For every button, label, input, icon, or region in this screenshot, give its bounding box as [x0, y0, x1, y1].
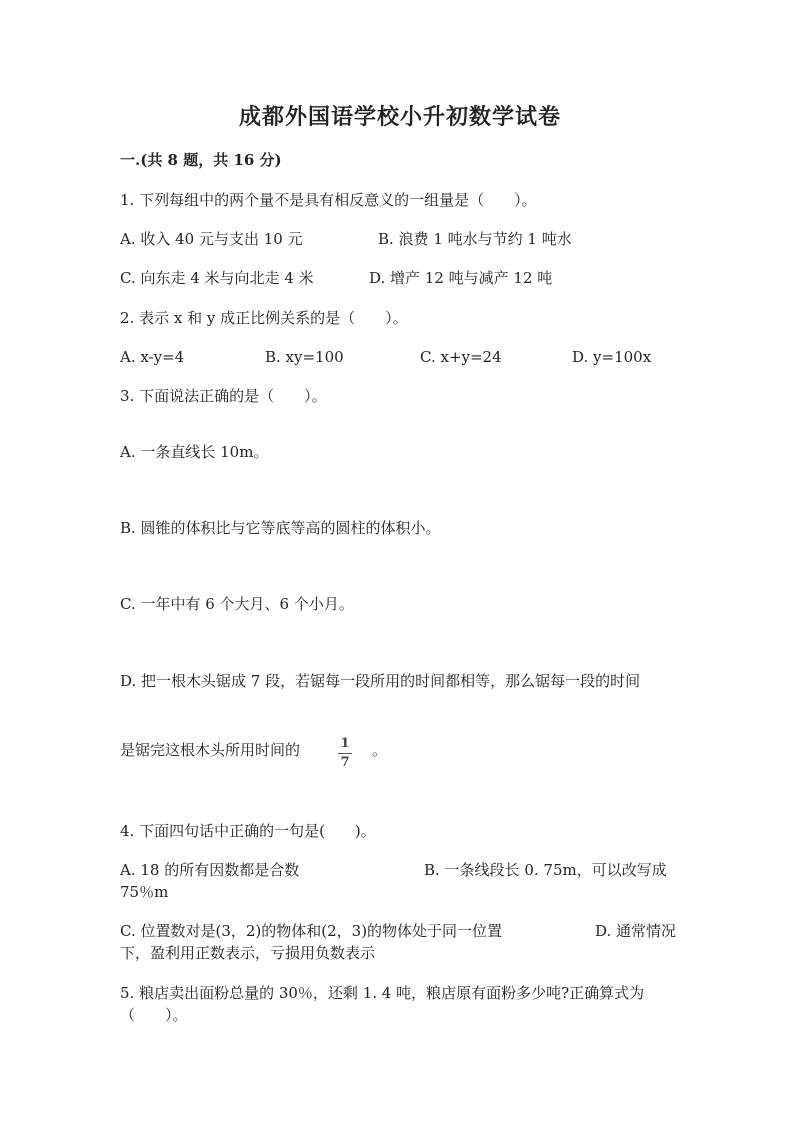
fraction-one-seventh	[336, 736, 354, 771]
question-4-option-b-line2: 75％m	[120, 883, 169, 901]
question-1-option-b: B. 浪费 1 吨水与节约 1 吨水	[378, 230, 572, 248]
question-2-option-a: A. x-y=4	[120, 348, 185, 366]
section-heading: 一.(共 8 题，共 16 分)	[120, 151, 282, 169]
fraction-numerator: 1	[340, 736, 350, 751]
question-1-option-c: C. 向东走 4 米与向北走 4 米	[120, 269, 314, 287]
question-2-option-c: C. x+y=24	[420, 348, 502, 366]
question-5-stem-line1: 5. 粮店卖出面粉总量的 30％，还剩 1. 4 吨，粮店原有面粉多少吨?正确算式为	[120, 984, 645, 1002]
question-3-option-c: C. 一年中有 6 个大月、6 个小月。	[120, 595, 354, 613]
question-3-option-d-line1: D. 把一根木头锯成 7 段，若锯每一段所用的时间都相等，那么锯每一段的时间	[120, 672, 641, 690]
question-4-option-a: A. 18 的所有因数都是合数	[120, 861, 300, 879]
question-1-option-d: D. 增产 12 吨与减产 12 吨	[369, 269, 553, 287]
question-5-stem-line2: （ ）。	[120, 1006, 188, 1024]
question-3-option-d-line2: 是锯完这根木头所用时间的	[120, 741, 301, 759]
question-4-option-d-line1: D. 通常情况	[595, 922, 677, 940]
question-3-option-b: B. 圆锥的体积比与它等底等高的圆柱的体积小。	[120, 519, 441, 537]
question-2-option-d: D. y=100x	[572, 348, 652, 366]
question-1-option-a: A. 收入 40 元与支出 10 元	[120, 230, 303, 248]
question-4-option-d-line2: 下，盈利用正数表示，亏损用负数表示	[120, 944, 376, 962]
question-2-option-b: B. xy=100	[265, 348, 344, 366]
question-4-stem: 4. 下面四句话中正确的一句是( )。	[120, 822, 376, 840]
question-4-option-b-line1: B. 一条线段长 0. 75m，可以改写成	[424, 861, 667, 879]
question-3-option-d-end: 。	[372, 741, 388, 759]
question-4-option-c: C. 位置数对是(3，2)的物体和(2，3)的物体处于同一位置	[120, 922, 503, 940]
question-3-option-a: A. 一条直线长 10m。	[120, 443, 269, 461]
question-1-stem: 1. 下列每组中的两个量不是具有相反意义的一组量是（ ）。	[120, 191, 537, 209]
fraction-bar	[338, 753, 352, 754]
question-2-stem: 2. 表示 x 和 y 成正比例关系的是（ ）。	[120, 309, 408, 327]
fraction-denominator: 7	[340, 755, 350, 770]
question-3-stem: 3. 下面说法正确的是（ ）。	[120, 387, 327, 405]
page-title: 成都外国语学校小升初数学试卷	[238, 104, 561, 130]
